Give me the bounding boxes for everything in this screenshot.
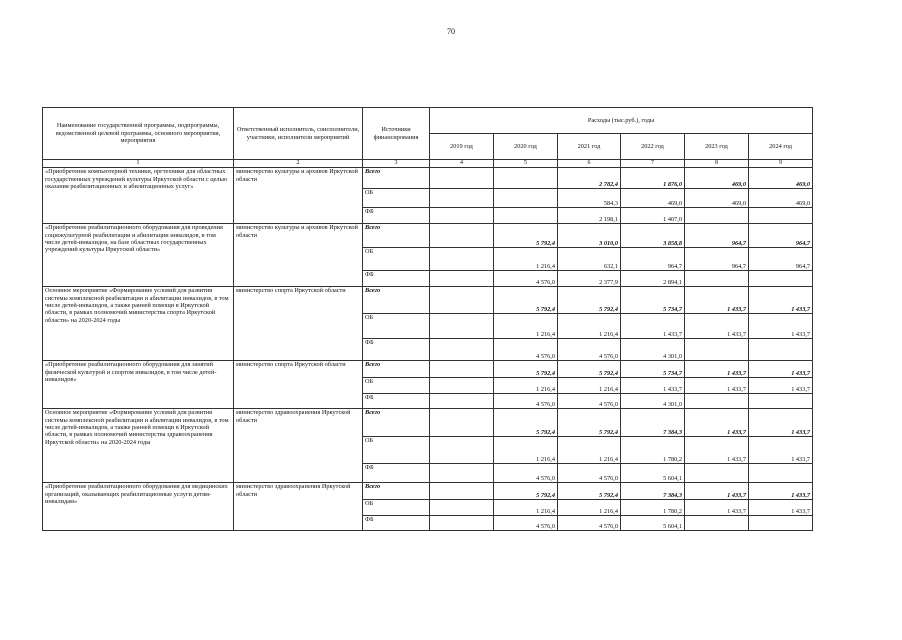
column-index: 4 <box>430 160 494 168</box>
amount-cell: 4 301,0 <box>621 339 685 361</box>
amount-cell: 1 433,7 <box>749 500 813 516</box>
table-row <box>43 224 813 248</box>
table-row <box>43 409 813 437</box>
header-name: Наименование государственной программы, подпрограммы, ведомственной целевой программы, основного мероприятия, мероприятия <box>43 108 234 160</box>
amount-cell: 4 576,0 <box>558 516 621 531</box>
funding-source: ОБ <box>363 314 430 339</box>
amount-cell: 1 780,2 <box>621 437 685 464</box>
header-year: 2024 год <box>749 134 813 160</box>
amount-cell <box>430 168 494 189</box>
amount-cell: 5 604,1 <box>621 464 685 483</box>
measure-executor: министерство культуры и архивов Иркутской области <box>234 168 363 224</box>
table-body <box>43 168 813 531</box>
amount-cell: 1 433,7 <box>749 409 813 437</box>
measure-name: «Приобретение реабилитационного оборудования для проведения социокультурной реабилитации и абилитации инвалидов, в том числе детей-инвалидов, на базе областных государственных учреждений культуры Иркутской области» <box>43 224 234 287</box>
amount-cell: 1 433,7 <box>685 378 749 394</box>
amount-cell: 1 433,7 <box>749 437 813 464</box>
amount-cell: 1 216,4 <box>494 314 558 339</box>
funding-source: ФБ <box>363 516 430 531</box>
measure-name: Основное мероприятие «Формирование условий для развития системы комплексной реабилитации и абилитации инвалидов, в том числе детей-инвалидов, а также ранней помощи в Иркутской области, в рамках полномочий министерства спорта Иркутской области» на 2020-2024 годы <box>43 287 234 361</box>
amount-cell <box>430 378 494 394</box>
amount-cell: 1 433,7 <box>749 483 813 500</box>
amount-cell: 1 216,4 <box>494 248 558 271</box>
amount-cell: 5 734,7 <box>621 287 685 314</box>
table-row <box>43 483 813 500</box>
amount-cell: 5 792,4 <box>558 483 621 500</box>
amount-cell: 5 792,4 <box>494 409 558 437</box>
funding-source: ОБ <box>363 189 430 208</box>
funding-source: ФБ <box>363 464 430 483</box>
column-index: 8 <box>685 160 749 168</box>
measure-executor: министерство здравоохранения Иркутской области <box>234 409 363 483</box>
table-row <box>43 287 813 314</box>
amount-cell: 469,0 <box>685 168 749 189</box>
amount-cell <box>430 208 494 224</box>
amount-cell: 4 576,0 <box>558 394 621 409</box>
amount-cell: 5 792,4 <box>494 483 558 500</box>
amount-cell <box>430 314 494 339</box>
funding-source: ОБ <box>363 500 430 516</box>
funding-source: ОБ <box>363 378 430 394</box>
column-index: 6 <box>558 160 621 168</box>
header-year: 2023 год <box>685 134 749 160</box>
amount-cell: 3 010,0 <box>558 224 621 248</box>
funding-source: Всего <box>363 287 430 314</box>
amount-cell <box>749 339 813 361</box>
amount-cell: 1 433,7 <box>749 287 813 314</box>
amount-cell: 2 894,1 <box>621 271 685 287</box>
amount-cell: 1 433,7 <box>749 378 813 394</box>
amount-cell <box>494 208 558 224</box>
amount-cell <box>749 464 813 483</box>
funding-source: Всего <box>363 409 430 437</box>
amount-cell: 1 433,7 <box>685 483 749 500</box>
amount-cell <box>685 271 749 287</box>
amount-cell: 632,1 <box>558 248 621 271</box>
measure-executor: министерство культуры и архивов Иркутской области <box>234 224 363 287</box>
amount-cell: 1 216,4 <box>494 500 558 516</box>
amount-cell: 4 301,0 <box>621 394 685 409</box>
amount-cell <box>685 394 749 409</box>
column-index: 9 <box>749 160 813 168</box>
amount-cell <box>749 271 813 287</box>
header-executor: Ответственный исполнитель, соисполнители, участники, исполнители мероприятий <box>234 108 363 160</box>
amount-cell: 7 384,3 <box>621 409 685 437</box>
amount-cell: 964,7 <box>685 248 749 271</box>
amount-cell: 1 216,4 <box>494 437 558 464</box>
amount-cell: 964,7 <box>749 224 813 248</box>
amount-cell: 7 384,3 <box>621 483 685 500</box>
amount-cell: 1 216,4 <box>558 437 621 464</box>
amount-cell <box>430 437 494 464</box>
amount-cell <box>685 516 749 531</box>
amount-cell: 469,0 <box>621 189 685 208</box>
amount-cell: 1 433,7 <box>685 500 749 516</box>
funding-source: ОБ <box>363 248 430 271</box>
measure-name: «Приобретение реабилитационного оборудования для занятий физической культурой и спортом инвалидов, в том числе детей-инвалидов» <box>43 361 234 409</box>
amount-cell: 4 576,0 <box>558 464 621 483</box>
amount-cell <box>430 409 494 437</box>
measure-executor: министерство спорта Иркутской области <box>234 287 363 361</box>
measure-name: «Приобретение реабилитационного оборудования для медицинских организаций, оказывающих реабилитационные услуги детям-инвалидам» <box>43 483 234 531</box>
amount-cell <box>430 189 494 208</box>
amount-cell: 964,7 <box>685 224 749 248</box>
funding-source: ФБ <box>363 208 430 224</box>
amount-cell: 964,7 <box>621 248 685 271</box>
amount-cell: 1 433,7 <box>685 437 749 464</box>
table-row <box>43 168 813 189</box>
funding-source: ОБ <box>363 437 430 464</box>
amount-cell: 1 433,7 <box>685 409 749 437</box>
funding-source: Всего <box>363 483 430 500</box>
amount-cell <box>430 516 494 531</box>
amount-cell: 5 792,4 <box>494 287 558 314</box>
amount-cell: 469,0 <box>685 189 749 208</box>
column-index: 1 <box>43 160 234 168</box>
header-year: 2022 год <box>621 134 685 160</box>
column-index: 3 <box>363 160 430 168</box>
amount-cell <box>430 287 494 314</box>
amount-cell <box>494 168 558 189</box>
header-year: 2019 год <box>430 134 494 160</box>
amount-cell <box>430 248 494 271</box>
amount-cell: 1 433,7 <box>621 378 685 394</box>
header-source: Источники финансирования <box>363 108 430 160</box>
amount-cell: 5 792,4 <box>558 409 621 437</box>
column-index: 5 <box>494 160 558 168</box>
measure-executor: министерство здравоохранения Иркутской области <box>234 483 363 531</box>
amount-cell: 469,0 <box>749 189 813 208</box>
amount-cell <box>749 394 813 409</box>
measure-name: «Приобретение компьютерной техники, оргтехники для областных государственных учреждений культуры Иркутской области с целью оказания реабилитационных и абилитационных услуг» <box>43 168 234 224</box>
amount-cell: 1 780,2 <box>621 500 685 516</box>
amount-cell: 5 792,4 <box>558 361 621 378</box>
column-index: 7 <box>621 160 685 168</box>
amount-cell <box>430 500 494 516</box>
amount-cell <box>430 394 494 409</box>
amount-cell: 2 377,9 <box>558 271 621 287</box>
funding-source: ФБ <box>363 394 430 409</box>
amount-cell: 1 216,4 <box>494 378 558 394</box>
measure-executor: министерство спорта Иркутской области <box>234 361 363 409</box>
funding-source: ФБ <box>363 339 430 361</box>
amount-cell: 469,0 <box>749 168 813 189</box>
amount-cell <box>685 208 749 224</box>
amount-cell <box>749 208 813 224</box>
amount-cell: 5 734,7 <box>621 361 685 378</box>
amount-cell: 584,3 <box>558 189 621 208</box>
amount-cell: 964,7 <box>749 248 813 271</box>
amount-cell <box>430 361 494 378</box>
header-year: 2020 год <box>494 134 558 160</box>
amount-cell: 1 433,7 <box>621 314 685 339</box>
amount-cell <box>430 224 494 248</box>
amount-cell <box>494 189 558 208</box>
amount-cell <box>685 464 749 483</box>
column-index: 2 <box>234 160 363 168</box>
amount-cell: 1 433,7 <box>749 314 813 339</box>
page-number: 70 <box>447 27 455 36</box>
amount-cell: 1 216,4 <box>558 500 621 516</box>
amount-cell: 5 792,4 <box>494 361 558 378</box>
amount-cell: 4 576,0 <box>494 394 558 409</box>
amount-cell: 4 576,0 <box>494 464 558 483</box>
funding-source: Всего <box>363 224 430 248</box>
amount-cell <box>685 339 749 361</box>
header-expenses: Расходы (тыс.руб.), годы <box>430 108 813 134</box>
amount-cell <box>430 339 494 361</box>
amount-cell: 1 876,0 <box>621 168 685 189</box>
amount-cell <box>430 483 494 500</box>
amount-cell: 4 576,0 <box>494 516 558 531</box>
funding-source: Всего <box>363 361 430 378</box>
amount-cell: 1 216,4 <box>558 314 621 339</box>
amount-cell <box>749 516 813 531</box>
amount-cell: 1 407,0 <box>621 208 685 224</box>
amount-cell: 3 858,8 <box>621 224 685 248</box>
amount-cell: 1 433,7 <box>685 287 749 314</box>
amount-cell: 4 576,0 <box>558 339 621 361</box>
amount-cell: 2 782,4 <box>558 168 621 189</box>
amount-cell <box>430 464 494 483</box>
measure-name: Основное мероприятие «Формирование условий для развития системы комплексной реабилитации и абилитации инвалидов, в том числе детей-инвалидов, а также ранней помощи в Иркутской области, в рамках полномочий министерства здравоохранения Иркутской области» на 2020-2024 годы <box>43 409 234 483</box>
amount-cell: 5 792,4 <box>558 287 621 314</box>
amount-cell: 5 604,1 <box>621 516 685 531</box>
funding-source: Всего <box>363 168 430 189</box>
amount-cell: 1 433,7 <box>749 361 813 378</box>
amount-cell: 5 792,4 <box>494 224 558 248</box>
header-year: 2021 год <box>558 134 621 160</box>
budget-table <box>42 107 813 531</box>
amount-cell: 1 216,4 <box>558 378 621 394</box>
funding-source: ФБ <box>363 271 430 287</box>
amount-cell: 1 433,7 <box>685 361 749 378</box>
amount-cell: 4 576,0 <box>494 339 558 361</box>
amount-cell <box>430 271 494 287</box>
amount-cell: 1 433,7 <box>685 314 749 339</box>
amount-cell: 2 198,1 <box>558 208 621 224</box>
amount-cell: 4 576,0 <box>494 271 558 287</box>
table-row <box>43 361 813 378</box>
